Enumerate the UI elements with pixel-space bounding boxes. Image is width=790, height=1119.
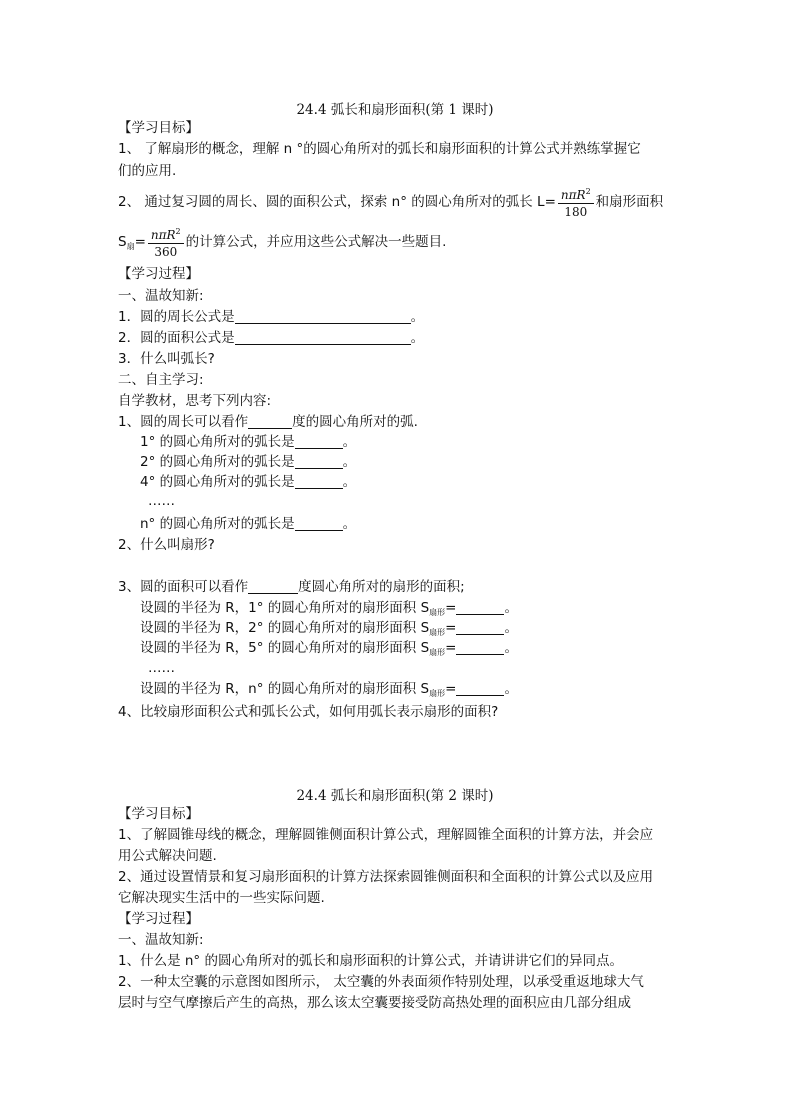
q1-label: 1．圆的周长公式是 <box>118 309 235 325</box>
eq: = <box>445 681 457 697</box>
c1-b: 度的圆心角所对的弧. <box>292 414 418 430</box>
sector-sub: 扇形 <box>429 628 446 637</box>
lesson2-q1: 1、什么是 n° 的圆心角所对的弧长和扇形面积的计算公式，并请讲讲它们的异同点。 <box>118 953 623 969</box>
arc-4deg <box>140 472 356 492</box>
end-mark: 。 <box>410 330 425 346</box>
sector-frac-num: nπR <box>150 228 176 242</box>
arcn-label: n° 的圆心角所对的弧长是 <box>140 516 295 532</box>
sector-sub: 扇形 <box>429 648 446 657</box>
arc4-label: 4° 的圆心角所对的弧长是 <box>140 474 295 490</box>
answer-blank[interactable] <box>248 578 298 594</box>
item-circle-area-sector <box>118 577 465 597</box>
end-mark: 。 <box>504 620 518 636</box>
lesson2-goal1-line1: 1、了解圆锥母线的概念，理解圆锥侧面积计算公式，理解圆锥全面积的计算方法，并会应 <box>118 827 654 843</box>
end-mark: 。 <box>342 474 357 490</box>
end-mark: 。 <box>504 640 518 656</box>
answer-blank[interactable] <box>456 599 504 615</box>
lesson1-process-heading: 【学习过程】 <box>118 266 199 282</box>
c3-a: 3、圆的面积可以看作 <box>118 579 249 595</box>
item-circumference-arc <box>118 412 418 432</box>
answer-blank[interactable] <box>295 515 343 531</box>
answer-blank[interactable] <box>456 680 504 696</box>
goal2-eq: = <box>134 234 146 250</box>
answer-blank[interactable] <box>235 308 411 324</box>
sector-5deg <box>140 638 518 663</box>
sector-sub: 扇形 <box>429 689 446 698</box>
lesson2-goals-heading: 【学习目标】 <box>118 806 199 822</box>
lesson2-goal1-line2: 用公式解决问题. <box>118 848 217 864</box>
lesson2-goal2-line1: 2、通过设置情景和复习扇形面积的计算方法探索圆锥侧面积和全面积的计算公式以及应用 <box>118 869 654 885</box>
sector-ndeg <box>140 679 518 704</box>
secn-label: 设圆的半径为 R，n° 的圆心角所对的扇形面积 S <box>140 681 430 697</box>
sector-area-fraction <box>148 224 184 260</box>
eq: = <box>445 640 457 656</box>
lesson1-self-heading: 二、自主学习: <box>118 372 204 388</box>
item-what-is-sector: 2、什么叫扇形? <box>118 537 215 553</box>
lesson1-review-heading: 一、温故知新: <box>118 288 204 304</box>
answer-blank[interactable] <box>295 433 343 449</box>
end-mark: 。 <box>410 309 425 325</box>
lesson1-goal1-line2: 们的应用. <box>118 163 177 179</box>
end-mark: 。 <box>504 681 518 697</box>
arc-frac-num: nπR <box>560 188 586 202</box>
answer-blank[interactable] <box>295 453 343 469</box>
lesson1-title: 24.4 弧长和扇形面积(第 1 课时) <box>296 102 494 118</box>
q-area <box>118 328 424 348</box>
sector-sub: 扇形 <box>429 608 446 617</box>
arc-frac-sup: 2 <box>585 187 591 196</box>
lesson2-goal2-line2: 它解决现实生活中的一些实际问题. <box>118 890 325 906</box>
lesson1-goal2-line2 <box>118 224 446 264</box>
q2-label: 2．圆的面积公式是 <box>118 330 235 346</box>
lesson2-process-heading: 【学习过程】 <box>118 911 199 927</box>
sector-frac-den: 360 <box>154 245 178 259</box>
goal2-text-b: 和扇形面积 <box>595 194 664 210</box>
c3-b: 度圆心角所对的扇形的面积; <box>298 579 465 595</box>
goal2-s: S <box>118 234 127 250</box>
arc1-label: 1° 的圆心角所对的弧长是 <box>140 434 295 450</box>
end-mark: 。 <box>342 454 357 470</box>
c1-a: 1、圆的周长可以看作 <box>118 414 249 430</box>
sec2-label: 设圆的半径为 R，2° 的圆心角所对的扇形面积 S <box>140 620 430 636</box>
q-circumference <box>118 307 424 327</box>
answer-blank[interactable] <box>456 619 504 635</box>
arc-2deg <box>140 452 356 472</box>
end-mark: 。 <box>504 600 518 616</box>
sector-frac-sup: 2 <box>175 227 181 236</box>
sec5-label: 设圆的半径为 R，5° 的圆心角所对的扇形面积 S <box>140 640 430 656</box>
arc-ndeg <box>140 514 356 534</box>
lesson1-goals-heading: 【学习目标】 <box>118 120 199 136</box>
eq: = <box>445 600 457 616</box>
end-mark: 。 <box>342 516 357 532</box>
answer-blank[interactable] <box>456 639 504 655</box>
lesson1-goal1-line1: 1、 了解扇形的概念，理解 n °的圆心角所对的弧长和扇形面积的计算公式并熟练掌握它 <box>118 141 641 157</box>
arc-1deg <box>140 432 356 452</box>
eq: = <box>445 620 457 636</box>
answer-blank[interactable] <box>248 413 292 429</box>
goal2-s-sub: 扇 <box>126 242 135 251</box>
goal2-text-c: 的计算公式，并应用这些公式解决一些题目. <box>185 234 447 250</box>
q-arc-length: 3．什么叫弧长? <box>118 351 215 367</box>
ellipsis: …… <box>148 660 175 676</box>
lesson2-review-heading: 一、温故知新: <box>118 932 204 948</box>
lesson2-title: 24.4 弧长和扇形面积(第 2 课时) <box>296 788 494 804</box>
answer-blank[interactable] <box>295 473 343 489</box>
arc-frac-den: 180 <box>564 205 588 219</box>
lesson2-q2-line2: 层时与空气摩擦后产生的高热，那么该太空囊要接受防高热处理的面积应由几部分组成 <box>118 995 631 1011</box>
arc-length-fraction <box>558 184 594 220</box>
lesson1-self-intro: 自学教材，思考下列内容: <box>118 393 272 409</box>
lesson1-goal2-line1 <box>118 184 663 220</box>
ellipsis: …… <box>148 493 175 509</box>
item-compare-formulas: 4、比较扇形面积公式和弧长公式，如何用弧长表示扇形的面积? <box>118 704 499 720</box>
arc2-label: 2° 的圆心角所对的弧长是 <box>140 454 295 470</box>
goal2-text-a: 2、 通过复习圆的周长、圆的面积公式，探索 n° 的圆心角所对的弧长 L= <box>118 194 556 210</box>
sec1-label: 设圆的半径为 R，1° 的圆心角所对的扇形面积 S <box>140 600 430 616</box>
answer-blank[interactable] <box>235 329 411 345</box>
lesson2-q2-line1: 2、一种太空囊的示意图如图所示， 太空囊的外表面须作特别处理，以承受重返地球大气 <box>118 974 644 990</box>
end-mark: 。 <box>342 434 357 450</box>
